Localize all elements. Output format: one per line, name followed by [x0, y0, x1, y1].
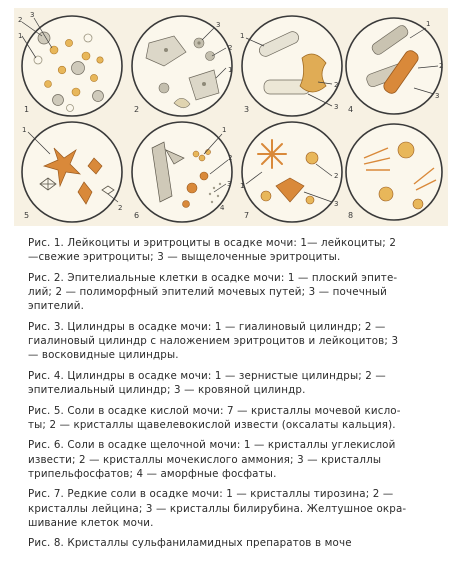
callout-2-2: 2 — [228, 44, 233, 52]
callout-1-3: 3 — [30, 11, 35, 19]
caption-line: — восковидные цилиндры. — [28, 349, 179, 362]
figure-number-7: 7 — [244, 211, 250, 220]
field-1 — [22, 16, 122, 116]
caption-line: извести; 2 — кристаллы мочекислого аммония; 3 — кристаллы — [28, 453, 382, 466]
tyrosine-crystals — [258, 140, 286, 168]
figure-number-6: 6 — [134, 211, 140, 220]
illustration-plate — [14, 8, 448, 226]
caption-fig-3 — [28, 320, 442, 363]
figure-number-4: 4 — [348, 105, 354, 114]
caption-line: лий; 2 — полиморфный эпителий мочевых путей; 3 — почечный — [28, 286, 387, 298]
callout-7-2: 2 — [334, 172, 339, 180]
callout-1-1: 1 — [18, 32, 23, 40]
figure-captions — [28, 236, 442, 557]
callout-3-3: 3 — [334, 103, 339, 111]
caption-line: шивание клеток мочи. — [28, 516, 154, 529]
callout-2-1: 1 — [228, 66, 233, 74]
callout-4-1: 1 — [426, 20, 431, 28]
field-8 — [346, 124, 442, 220]
callout-6-3: 3 — [227, 180, 232, 188]
field-3-circle — [242, 16, 342, 116]
callout-5-2: 2 — [118, 204, 123, 212]
callout-6-4: 4 — [220, 204, 225, 212]
field-7 — [242, 122, 342, 222]
caption-line: Рис. 5. Соли в осадке кислой мочи: 7 — кристаллы мочевой кисло- — [28, 404, 401, 417]
callout-1-2: 2 — [18, 16, 23, 24]
caption-fig-4 — [28, 369, 442, 397]
figure-number-2: 2 — [134, 105, 140, 114]
callout-5-1: 1 — [22, 126, 27, 134]
figure-number-1: 1 — [24, 105, 30, 114]
caption-line: кристаллы лейцина; 3 — кристаллы билирубина. Желтушное окра- — [28, 502, 407, 515]
callout-4-2: 2 — [439, 62, 444, 70]
caption-fig-2 — [28, 271, 442, 314]
caption-line: гиалиновый цилиндр с наложением эритроцитов и лейкоцитов; 3 — [28, 335, 399, 347]
caption-line: Рис. 6. Соли в осадке щелочной мочи: 1 — кристаллы углекислой — [28, 439, 396, 452]
caption-line: трипельфосфатов; 4 — аморфные фосфаты. — [28, 467, 277, 480]
caption-fig-5 — [28, 404, 442, 432]
callout-7-1: 1 — [240, 182, 245, 190]
callout-6-2: 2 — [228, 154, 233, 162]
caption-line: Рис. 3. Цилиндры в осадке мочи: 1 — гиалиновый цилиндр; 2 — — [28, 320, 386, 333]
caption-line: Рис. 8. Кристаллы сульфаниламидных препаратов в моче — [28, 537, 352, 550]
caption-line: Рис. 7. Редкие соли в осадке мочи: 1 — кристаллы тирозина; 2 — — [28, 488, 394, 501]
field-5 — [22, 122, 122, 222]
caption-fig-6 — [28, 438, 442, 481]
figure-number-5: 5 — [24, 211, 30, 220]
field-6-circle — [132, 122, 232, 222]
figure-number-3: 3 — [244, 105, 250, 114]
caption-line: ты; 2 — кристаллы щавелевокислой извести (оксалаты кальция). — [28, 418, 396, 431]
waxy-cast — [300, 54, 326, 92]
caption-line: Рис. 4. Цилиндры в осадке мочи: 1 — зернистые цилиндры; 2 — — [28, 369, 386, 382]
caption-fig-8 — [28, 536, 442, 550]
caption-line: Рис. 2. Эпителиальные клетки в осадке мочи: 1 — плоский эпите- — [28, 271, 398, 284]
caption-line: —свежие эритроциты; 3 — выщелоченные эритроциты. — [28, 251, 341, 264]
figure-number-8: 8 — [348, 211, 354, 220]
field-6 — [132, 122, 232, 222]
callout-3-1: 1 — [240, 32, 245, 40]
field-3 — [242, 16, 342, 116]
callout-6-1: 1 — [222, 126, 227, 134]
callout-3-2: 2 — [334, 81, 339, 89]
callout-2-3: 3 — [216, 21, 221, 29]
caption-line: эпителиальный цилиндр; 3 — кровяной цилиндр. — [28, 384, 306, 396]
field-4 — [346, 18, 442, 114]
caption-fig-7 — [28, 487, 442, 530]
caption-fig-1 — [28, 236, 442, 264]
field-2 — [132, 16, 232, 116]
caption-line: эпителий. — [28, 300, 84, 313]
callout-7-3: 3 — [334, 200, 339, 208]
microscope-fields-illustration — [14, 8, 448, 226]
caption-line: Рис. 1. Лейкоциты и эритроциты в осадке мочи: 1— лейкоциты; 2 — [28, 237, 397, 249]
callout-4-3: 3 — [435, 92, 440, 100]
field-8-circle — [346, 124, 442, 220]
